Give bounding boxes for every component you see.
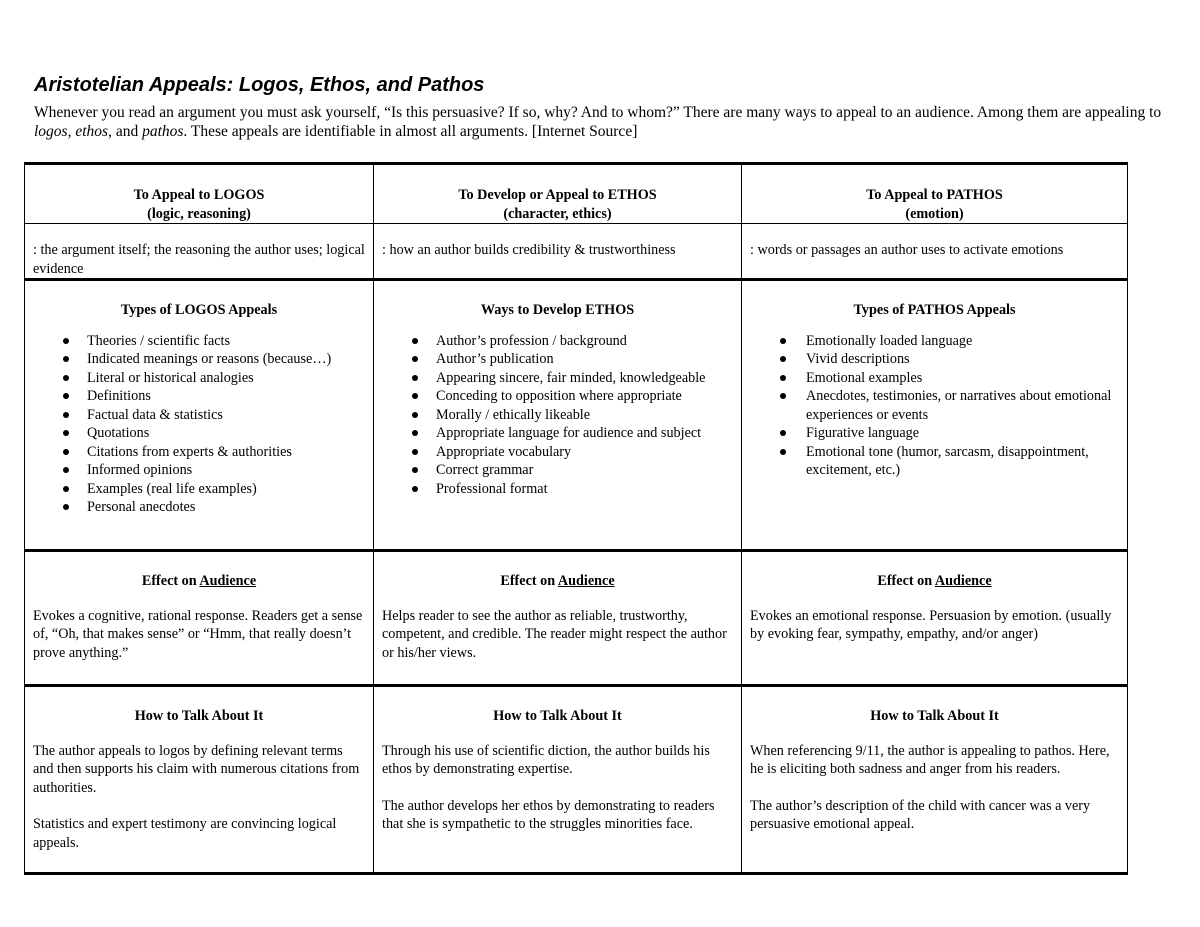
pathos-types-cell (742, 320, 1128, 551)
list-item: Author’s publication (382, 350, 733, 369)
logos-types-list (33, 320, 365, 517)
pathos-talk-heading: How to Talk About It (742, 686, 1128, 726)
ethos-effect-heading (374, 551, 742, 591)
intro-ethos-term: ethos (75, 123, 109, 140)
logos-effect-heading (25, 551, 374, 591)
logos-types-cell (25, 320, 374, 551)
table-row-effect-headers (25, 551, 1128, 591)
pathos-header-title: To Appeal to PATHOS (866, 187, 1003, 203)
logos-definition: : the argument itself; the reasoning the author uses; logical evidence (25, 224, 374, 280)
list-item: Morally / ethically likeable (382, 406, 733, 425)
ethos-talk-heading: How to Talk About It (374, 686, 742, 726)
logos-header-cell (25, 164, 374, 224)
intro-text-1: Whenever you read an argument you must ask yourself, “Is this persuasive? If so, why? And to whom?” There are many ways to appeal to an audience. Among them are appealing to (34, 104, 1162, 121)
effect-heading-audience: Audience (934, 573, 992, 589)
list-item: Literal or historical analogies (33, 369, 365, 388)
logos-talk-example-2: Statistics and expert testimony are convincing logical appeals. (33, 816, 337, 851)
table-row-type-lists (25, 320, 1128, 551)
ethos-definition: : how an author builds credibility & trustworthiness (374, 224, 742, 280)
list-item: Theories / scientific facts (33, 332, 365, 351)
ethos-header-title: To Develop or Appeal to ETHOS (458, 187, 657, 203)
list-item: Emotionally loaded language (750, 332, 1119, 351)
pathos-header-subtitle: (emotion) (905, 205, 964, 222)
ethos-talk-example-2: The author develops her ethos by demonstrating to readers that she is sympathetic to the struggles minorities face. (382, 797, 715, 832)
effect-heading-audience: Audience (199, 573, 257, 589)
ethos-talk-cell (374, 726, 742, 874)
pathos-types-heading: Types of PATHOS Appeals (742, 280, 1128, 320)
intro-paragraph (34, 103, 1164, 141)
list-item: Appearing sincere, fair minded, knowledgeable (382, 369, 733, 388)
list-item: Citations from experts & authorities (33, 443, 365, 462)
pathos-header-cell (742, 164, 1128, 224)
ethos-ways-list (382, 320, 733, 499)
intro-pathos-term: pathos (142, 123, 184, 140)
ethos-header-cell (374, 164, 742, 224)
ethos-ways-heading: Ways to Develop ETHOS (374, 280, 742, 320)
page-title: Aristotelian Appeals: Logos, Ethos, and Pathos (34, 74, 485, 96)
effect-heading-audience: Audience (557, 573, 615, 589)
list-item: Vivid descriptions (750, 350, 1119, 369)
pathos-effect-text: Evokes an emotional response. Persuasion by emotion. (usually by evoking fear, sympathy, empathy, and/or anger) (742, 591, 1128, 686)
table-row-definitions (25, 224, 1128, 280)
intro-text-2: . These appeals are identifiable in almost all arguments. [Internet Source] (183, 123, 638, 140)
list-item: Emotional examples (750, 369, 1119, 388)
pathos-talk-cell (742, 726, 1128, 874)
intro-logos-term: logos (34, 123, 68, 140)
intro-separator-1: , (67, 123, 76, 140)
table-row-talk-examples (25, 726, 1128, 874)
ethos-effect-text: Helps reader to see the author as reliable, trustworthy, competent, and credible. The reader might respect the author or his/her views. (374, 591, 742, 686)
list-item: Quotations (33, 424, 365, 443)
list-item: Informed opinions (33, 461, 365, 480)
list-item: Conceding to opposition where appropriate (382, 387, 733, 406)
list-item: Examples (real life examples) (33, 480, 365, 499)
list-item: Definitions (33, 387, 365, 406)
effect-heading-prefix: Effect on (141, 573, 200, 589)
intro-separator-2: , and (108, 123, 143, 140)
list-item: Appropriate vocabulary (382, 443, 733, 462)
pathos-types-list (750, 320, 1119, 480)
appeals-table (24, 162, 1128, 875)
list-item: Indicated meanings or reasons (because…) (33, 350, 365, 369)
effect-heading-prefix: Effect on (877, 573, 935, 589)
logos-talk-heading: How to Talk About It (25, 686, 374, 726)
table-row-main-headers (25, 164, 1128, 224)
logos-talk-cell (25, 726, 374, 874)
pathos-talk-example-2: The author’s description of the child with cancer was a very persuasive emotional appeal. (750, 797, 1091, 832)
list-item: Figurative language (750, 424, 1119, 443)
ethos-talk-example-1: Through his use of scientific diction, the author builds his ethos by demonstrating expertise. (382, 742, 710, 777)
logos-types-heading: Types of LOGOS Appeals (25, 280, 374, 320)
pathos-effect-heading (742, 551, 1128, 591)
effect-heading-prefix: Effect on (500, 573, 558, 589)
logos-header-title: To Appeal to LOGOS (133, 187, 265, 203)
list-item: Author’s profession / background (382, 332, 733, 351)
table-row-effects (25, 591, 1128, 686)
logos-header-subtitle: (logic, reasoning) (147, 205, 251, 222)
list-item: Personal anecdotes (33, 498, 365, 517)
ethos-header-subtitle: (character, ethics) (503, 205, 612, 222)
table-row-types-headers (25, 280, 1128, 320)
list-item: Professional format (382, 480, 733, 499)
list-item: Correct grammar (382, 461, 733, 480)
table-row-talk-headers (25, 686, 1128, 726)
logos-effect-text: Evokes a cognitive, rational response. Readers get a sense of, “Oh, that makes sense” or “Hmm, that really doesn’t prove anything.” (25, 591, 374, 686)
list-item: Appropriate language for audience and subject (382, 424, 733, 443)
list-item: Anecdotes, testimonies, or narratives about emotional experiences or events (750, 387, 1119, 424)
list-item: Emotional tone (humor, sarcasm, disappointment, excitement, etc.) (750, 443, 1119, 480)
logos-talk-example-1: The author appeals to logos by defining relevant terms and then supports his claim with numerous citations from authorities. (33, 742, 360, 796)
pathos-definition: : words or passages an author uses to activate emotions (742, 224, 1128, 280)
ethos-ways-cell (374, 320, 742, 551)
list-item: Factual data & statistics (33, 406, 365, 425)
pathos-talk-example-1: When referencing 9/11, the author is appealing to pathos. Here, he is eliciting both sadness and anger from his readers. (750, 742, 1110, 777)
